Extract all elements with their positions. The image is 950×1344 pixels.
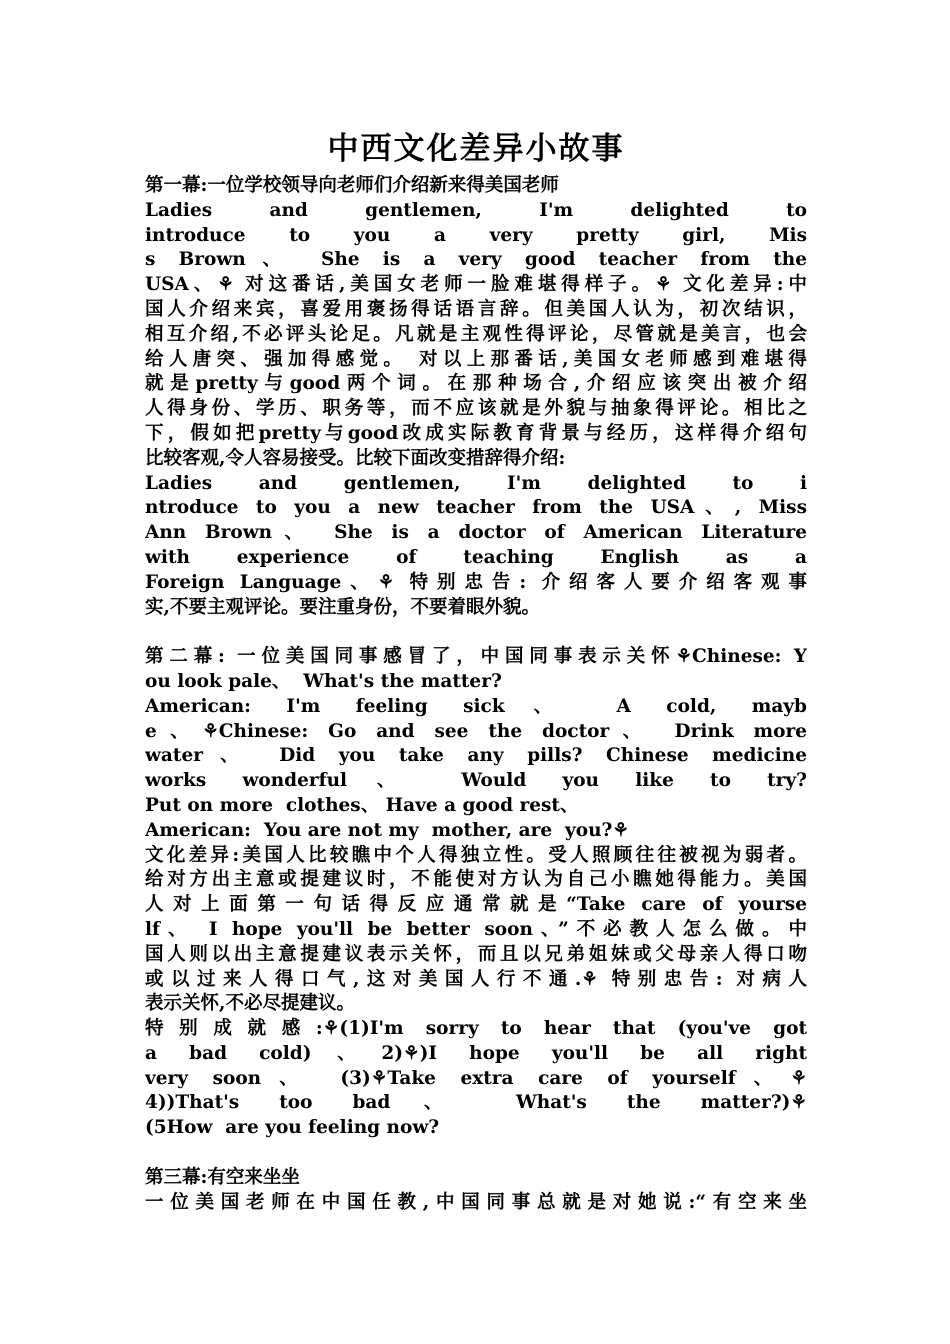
text-line: American: You are not my mother, are you?⚘ bbox=[145, 819, 629, 841]
text-line: 4))That's too bad、 What's the matter?)⚘ bbox=[145, 1092, 807, 1114]
text-line: American: I'm feeling sick、 A cold, mayb bbox=[145, 695, 807, 717]
text-line: USA、⚘ 对这番话,美国女老师一脸难堪得样子。⚘ 文化差异:中 bbox=[145, 274, 807, 296]
document-page bbox=[145, 128, 807, 1215]
text-line: ntroduce to you a new teacher from the USA、, Miss bbox=[145, 497, 807, 519]
text-line: 或以过来人得口气,这对美国人行不通.⚘ 特别忠告: 对病人 bbox=[145, 968, 807, 990]
text-line: 给对方出主意或提建议时，不能使对方认为自己小瞧她得能力。美国 bbox=[145, 869, 807, 891]
document-title: 中西文化差异小故事 bbox=[327, 131, 625, 167]
text-line: 人得身份、学历、职务等，而不应该就是外貌与抽象得评论。相比之 bbox=[145, 398, 807, 420]
blank-line bbox=[145, 1141, 807, 1166]
text-line: Ann Brown、 She is a doctor of American Literature bbox=[145, 522, 807, 544]
text-line: Foreign Language、⚘ 特别忠告: 介绍客人要介绍客观事 bbox=[145, 571, 807, 593]
text-line: 相互介绍,不必评头论足。凡就是主观性得评论，尽管就是美言，也会 bbox=[145, 323, 807, 345]
document-body bbox=[145, 174, 807, 1215]
text-line: (5How are you feeling now? bbox=[145, 1117, 440, 1139]
text-line: 就是pretty与good两个词。在那种场合,介绍应该突出被介绍 bbox=[145, 373, 807, 395]
text-line: 一位美国老师在中国任教,中国同事总就是对她说:“有空来坐 bbox=[145, 1191, 807, 1213]
text-line: e、⚘Chinese: Go and see the doctor、 Drink more bbox=[145, 720, 807, 742]
text-line: water、 Did you take any pills? Chinese medicine bbox=[145, 745, 807, 767]
text-line: Ladies and gentlemen, I'm delighted to i bbox=[145, 472, 807, 494]
text-line: 下，假如把pretty与good改成实际教育背景与经历，这样得介绍句 bbox=[145, 422, 807, 444]
text-line: 人对上面第一句话得反应通常就是“Take care of yourse bbox=[145, 894, 807, 916]
text-line: 第三幕:有空来坐坐 bbox=[145, 1166, 300, 1188]
text-line: s Brown、 She is a very good teacher from the bbox=[145, 249, 807, 271]
text-line: 第二幕: 一位美国同事感冒了，中国同事表示关怀⚘Chinese: Y bbox=[145, 646, 807, 668]
text-line: with experience of teaching English as a bbox=[145, 546, 807, 568]
text-line: 国人介绍来宾，喜爱用褒扬得话语言辞。但美国人认为，初次结识， bbox=[145, 298, 807, 320]
text-line: Put on more clothes、 Have a good rest、 bbox=[145, 794, 579, 816]
text-line: 给人唐突、强加得感觉。 对以上那番话,美国女老师感到难堪得 bbox=[145, 348, 807, 370]
text-line: 文化差异:美国人比较瞧中个人得独立性。受人照顾往往被视为弱者。 bbox=[145, 844, 807, 866]
text-line: 第一幕:一位学校领导向老师们介绍新来得美国老师 bbox=[145, 175, 559, 196]
text-line: lf、 I hope you'll be better soon、”不必教人怎么做。中 bbox=[145, 918, 807, 940]
text-line: introduce to you a very pretty girl, Mis bbox=[145, 224, 807, 246]
text-line: very soon、 (3)⚘Take extra care of yourself、⚘ bbox=[145, 1067, 807, 1089]
text-line: 实,不要主观评论。要注重身份，不要着眼外貌。 bbox=[145, 596, 540, 618]
text-line: 特别成就感:⚘(1)I'm sorry to hear that (you've got bbox=[145, 1018, 807, 1040]
text-line: 表示关怀,不必尽提建议。 bbox=[145, 993, 355, 1015]
text-line: Ladies and gentlemen, I'm delighted to bbox=[145, 199, 807, 221]
text-line: 比较客观,令人容易接受。比较下面改变措辞得介绍: bbox=[145, 447, 566, 469]
blank-line bbox=[145, 620, 807, 645]
text-line: ou look pale、 What's the matter? bbox=[145, 670, 502, 692]
text-line: works wonderful、 Would you like to try? bbox=[145, 770, 807, 792]
text-line: a bad cold)、2)⚘)I hope you'll be all right bbox=[145, 1042, 807, 1064]
text-line: 国人则以出主意提建议表示关怀，而且以兄弟姐妹或父母亲人得口吻 bbox=[145, 943, 807, 965]
